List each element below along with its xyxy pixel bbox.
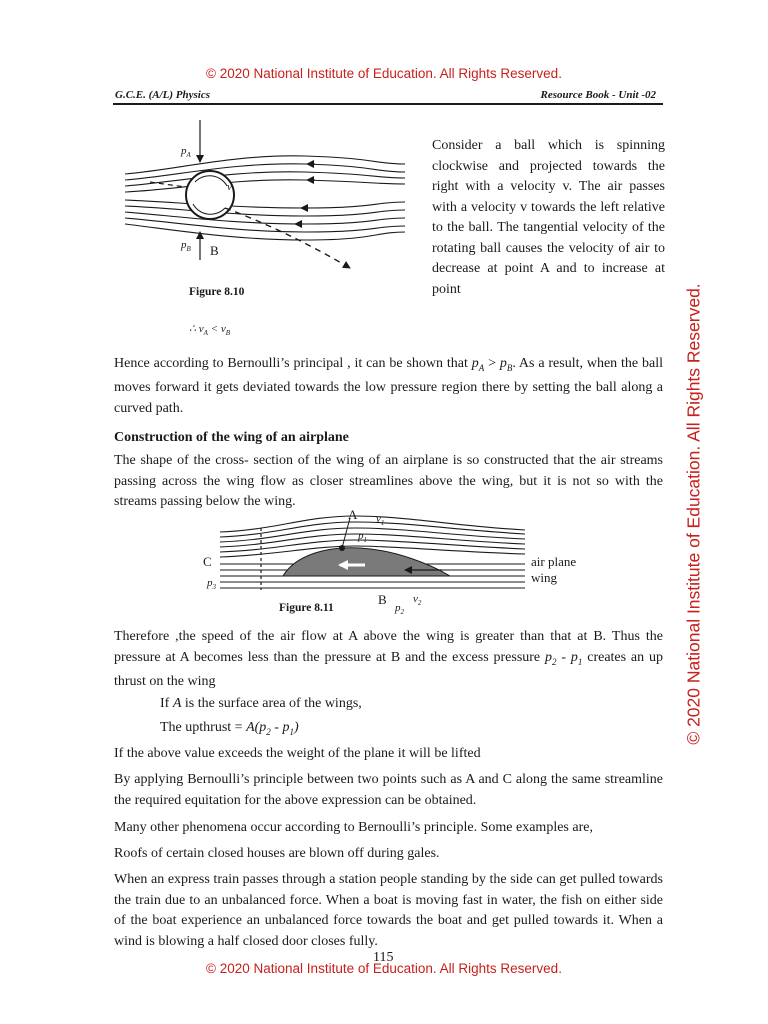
train-paragraph: When an express train passes through a station people standing by the side can get pulled towards the train due to an unbalanced force. When a boat is moving fast in water, the fish on either side of the boat experience an unbalanced force towards the boat and get pulled towards it. When a wind is blowing a half closed door closes fully.: [114, 872, 663, 949]
if-line: If A is the surface area of the wings,: [160, 696, 362, 711]
label-b-wing: B: [378, 592, 387, 607]
figure-8-11: [195, 508, 595, 620]
header-left: G.C.E. (A/L) Physics: [115, 89, 211, 101]
figure-8-11-caption: Figure 8.11: [279, 602, 334, 614]
copyright-side-text: © 2020 National Institute of Education. All Rights Reserved.: [683, 283, 704, 745]
header-rule: [113, 103, 663, 105]
figure-8-10: [115, 112, 415, 352]
label-b: B: [210, 243, 219, 258]
label-airplane: air plane: [531, 554, 577, 569]
therefore-paragraph: Therefore ,the speed of the air flow at A above the wing is greater than that at B. Thus the pressure at A becomes less than the pressure at B and the excess pressure $p_2 - p_1$ creates an up thrust on the wing: [114, 629, 663, 689]
label-a: A: [348, 508, 358, 522]
lifted-paragraph: If the above value exceeds the weight of the plane it will be lifted: [114, 746, 481, 761]
header-right: Resource Book - Unit -02: [540, 89, 656, 101]
label-c: C: [203, 554, 212, 569]
velocity-inequality: ∴ $v_A < v_B$: [189, 323, 231, 337]
label-wing: wing: [531, 570, 557, 585]
label-pa: $p_A$: [181, 145, 191, 159]
streamlines-ball: [125, 156, 405, 240]
copyright-side: [681, 258, 707, 770]
copyright-top: © 2020 National Institute of Education. All Rights Reserved.: [206, 66, 562, 81]
copyright-bottom: © 2020 National Institute of Education. All Rights Reserved.: [206, 961, 562, 976]
applying-paragraph: By applying Bernoulli’s principle between two points such as A and C along the same streamline the required equitation for the above expression can be obtained.: [114, 772, 663, 808]
label-p1: $p_1$: [358, 530, 367, 544]
roofs-paragraph: Roofs of certain closed houses are blown off during gales.: [114, 846, 440, 861]
label-v1: $v_1$: [376, 513, 385, 527]
spinning-ball: [186, 171, 234, 219]
figure-8-10-caption: Figure 8.10: [189, 286, 245, 298]
bernoulli-paragraph: Hence according to Bernoulli’s principal , it can be shown that $p_A > p_B$. As a result, when the ball moves forward it gets deviated towards the low pressure region there by setting the ball along a curved path.: [114, 356, 663, 416]
streamline-arrows: [295, 164, 315, 224]
wing-cross-section: [283, 548, 450, 576]
label-pb: $p_B$: [181, 239, 191, 253]
label-v: v: [227, 181, 232, 193]
label-v2: $v_2$: [413, 593, 422, 607]
many-paragraph: Many other phenomena occur according to Bernoulli’s principle. Some examples are,: [114, 820, 593, 835]
upthrust-line: The upthrust = $A(p_2 - p_1)$: [160, 720, 299, 737]
wing-heading: Construction of the wing of an airplane: [114, 430, 349, 445]
label-p2: $p_2$: [395, 602, 404, 616]
wing-paragraph: The shape of the cross- section of the wing of an airplane is so constructed that the air streams passing across the wing flow as closer streamlines above the wing, but it is not so with the streams passing below the wing.: [114, 453, 663, 509]
ball-description: Consider a ball which is spinning clockwise and projected towards the right with a velocity v. The air passes with a velocity v towards the left relative to the ball. The tangential velocity of the rotating ball causes the velocity of air to decrease at point A and to increase at point: [432, 138, 665, 297]
page-number: 115: [373, 950, 394, 965]
label-p3: $p_3$: [207, 577, 216, 591]
